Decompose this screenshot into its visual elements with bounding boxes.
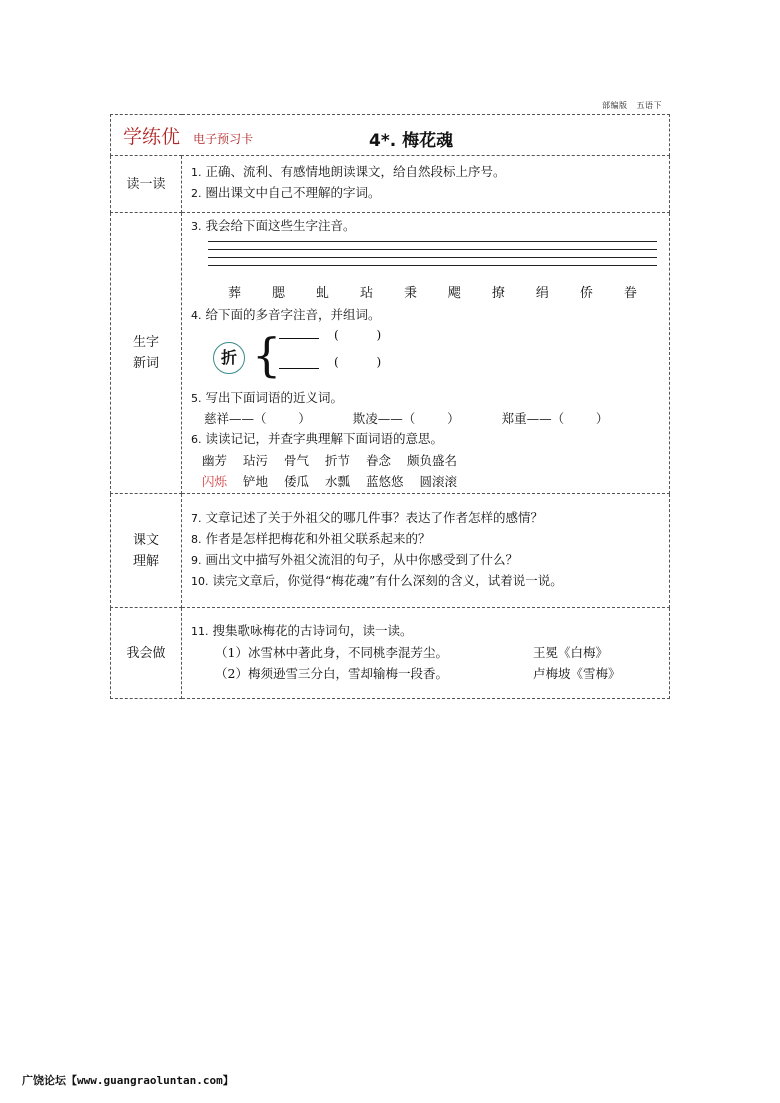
question-6: 6. 读读记记，并查字典理解下面词语的意思。 — [191, 431, 444, 446]
question-1: 1. 正确、流利、有感情地朗读课文，给自然段标上序号。 — [191, 164, 506, 179]
section-label-practice: 我会做 — [111, 608, 182, 699]
synonym-item[interactable]: 郑重——（ ） — [501, 411, 609, 426]
question-3: 3. 我会给下面这些生字注音。 — [191, 218, 356, 233]
synonym-item[interactable]: 慈祥——（ ） — [204, 411, 311, 426]
word-row-1: 幽芳 玷污 骨气 折节 眷念 颇负盛名 — [202, 453, 458, 468]
section-label-understand: 课文 理解 — [111, 494, 182, 608]
question-8: 8. 作者是怎样把梅花和外祖父联系起来的？ — [191, 531, 431, 546]
poem-1: （1）冰雪林中著此身，不同桃李混芳尘。 王冕《白梅》 — [182, 642, 669, 663]
word-blank-1[interactable]: ( ) — [334, 328, 382, 342]
synonym-list — [182, 409, 669, 429]
section-practice — [111, 608, 670, 699]
question-11: 11. 搜集歌咏梅花的古诗词句，读一读。 — [191, 623, 413, 638]
highlighted-word: 闪烁 — [202, 474, 228, 489]
footer-watermark: 广饶论坛【www.guangraoluntan.com】 — [22, 1074, 234, 1087]
poem-2: （2）梅须逊雪三分白，雪却输梅一段香。 卢梅坡《雪梅》 — [182, 663, 669, 684]
edition-version: 部编版 — [601, 101, 628, 110]
brand-subtitle: 电子预习卡 — [193, 131, 254, 146]
synonym-item[interactable]: 欺凌——（ ） — [352, 411, 460, 426]
preview-card — [110, 114, 670, 699]
section-vocab — [111, 213, 670, 494]
card-header — [111, 115, 670, 156]
lesson-title: 4*. 梅花魂 — [369, 131, 454, 151]
word-blank-2[interactable]: ( ) — [334, 355, 382, 369]
pinyin-lines — [208, 241, 657, 273]
pinyin-blank-1[interactable] — [279, 338, 319, 339]
question-9: 9. 画出文中描写外祖父流泪的句子，从中你感受到了什么？ — [191, 552, 519, 567]
poem-source: 卢梅坡《雪梅》 — [533, 666, 621, 681]
section-label-read: 读一读 — [111, 156, 182, 213]
brand-name: 学练优 — [123, 125, 181, 148]
question-5: 5. 写出下面词语的近义词。 — [191, 390, 344, 405]
section-understand — [111, 494, 670, 608]
section-label-vocab: 生字 新词 — [111, 213, 182, 494]
new-characters: 葬 腮 虬 玷 秉 飔 撩 绢 侨 眷 — [228, 286, 637, 301]
question-7: 7. 文章记述了关于外祖父的哪几件事？表达了作者怎样的感情？ — [191, 510, 544, 525]
polyphone-char: 折 — [213, 342, 245, 374]
poem-source: 王冕《白梅》 — [533, 645, 609, 660]
brace-icon: { — [252, 328, 282, 382]
word-row-2: 闪烁 铲地 倭瓜 水瓢 蓝悠悠 圆滚滚 — [202, 474, 458, 489]
polyphone-exercise — [182, 326, 669, 386]
edition-info — [596, 100, 662, 111]
question-2: 2. 圈出课文中自己不理解的字词。 — [191, 185, 381, 200]
question-10: 10. 读完文章后，你觉得“梅花魂”有什么深刻的含义，试着说一说。 — [191, 573, 563, 588]
edition-grade: 五语下 — [636, 101, 662, 110]
section-read — [111, 156, 670, 213]
pinyin-blank-2[interactable] — [279, 368, 319, 369]
question-4: 4. 给下面的多音字注音，并组词。 — [191, 307, 381, 322]
